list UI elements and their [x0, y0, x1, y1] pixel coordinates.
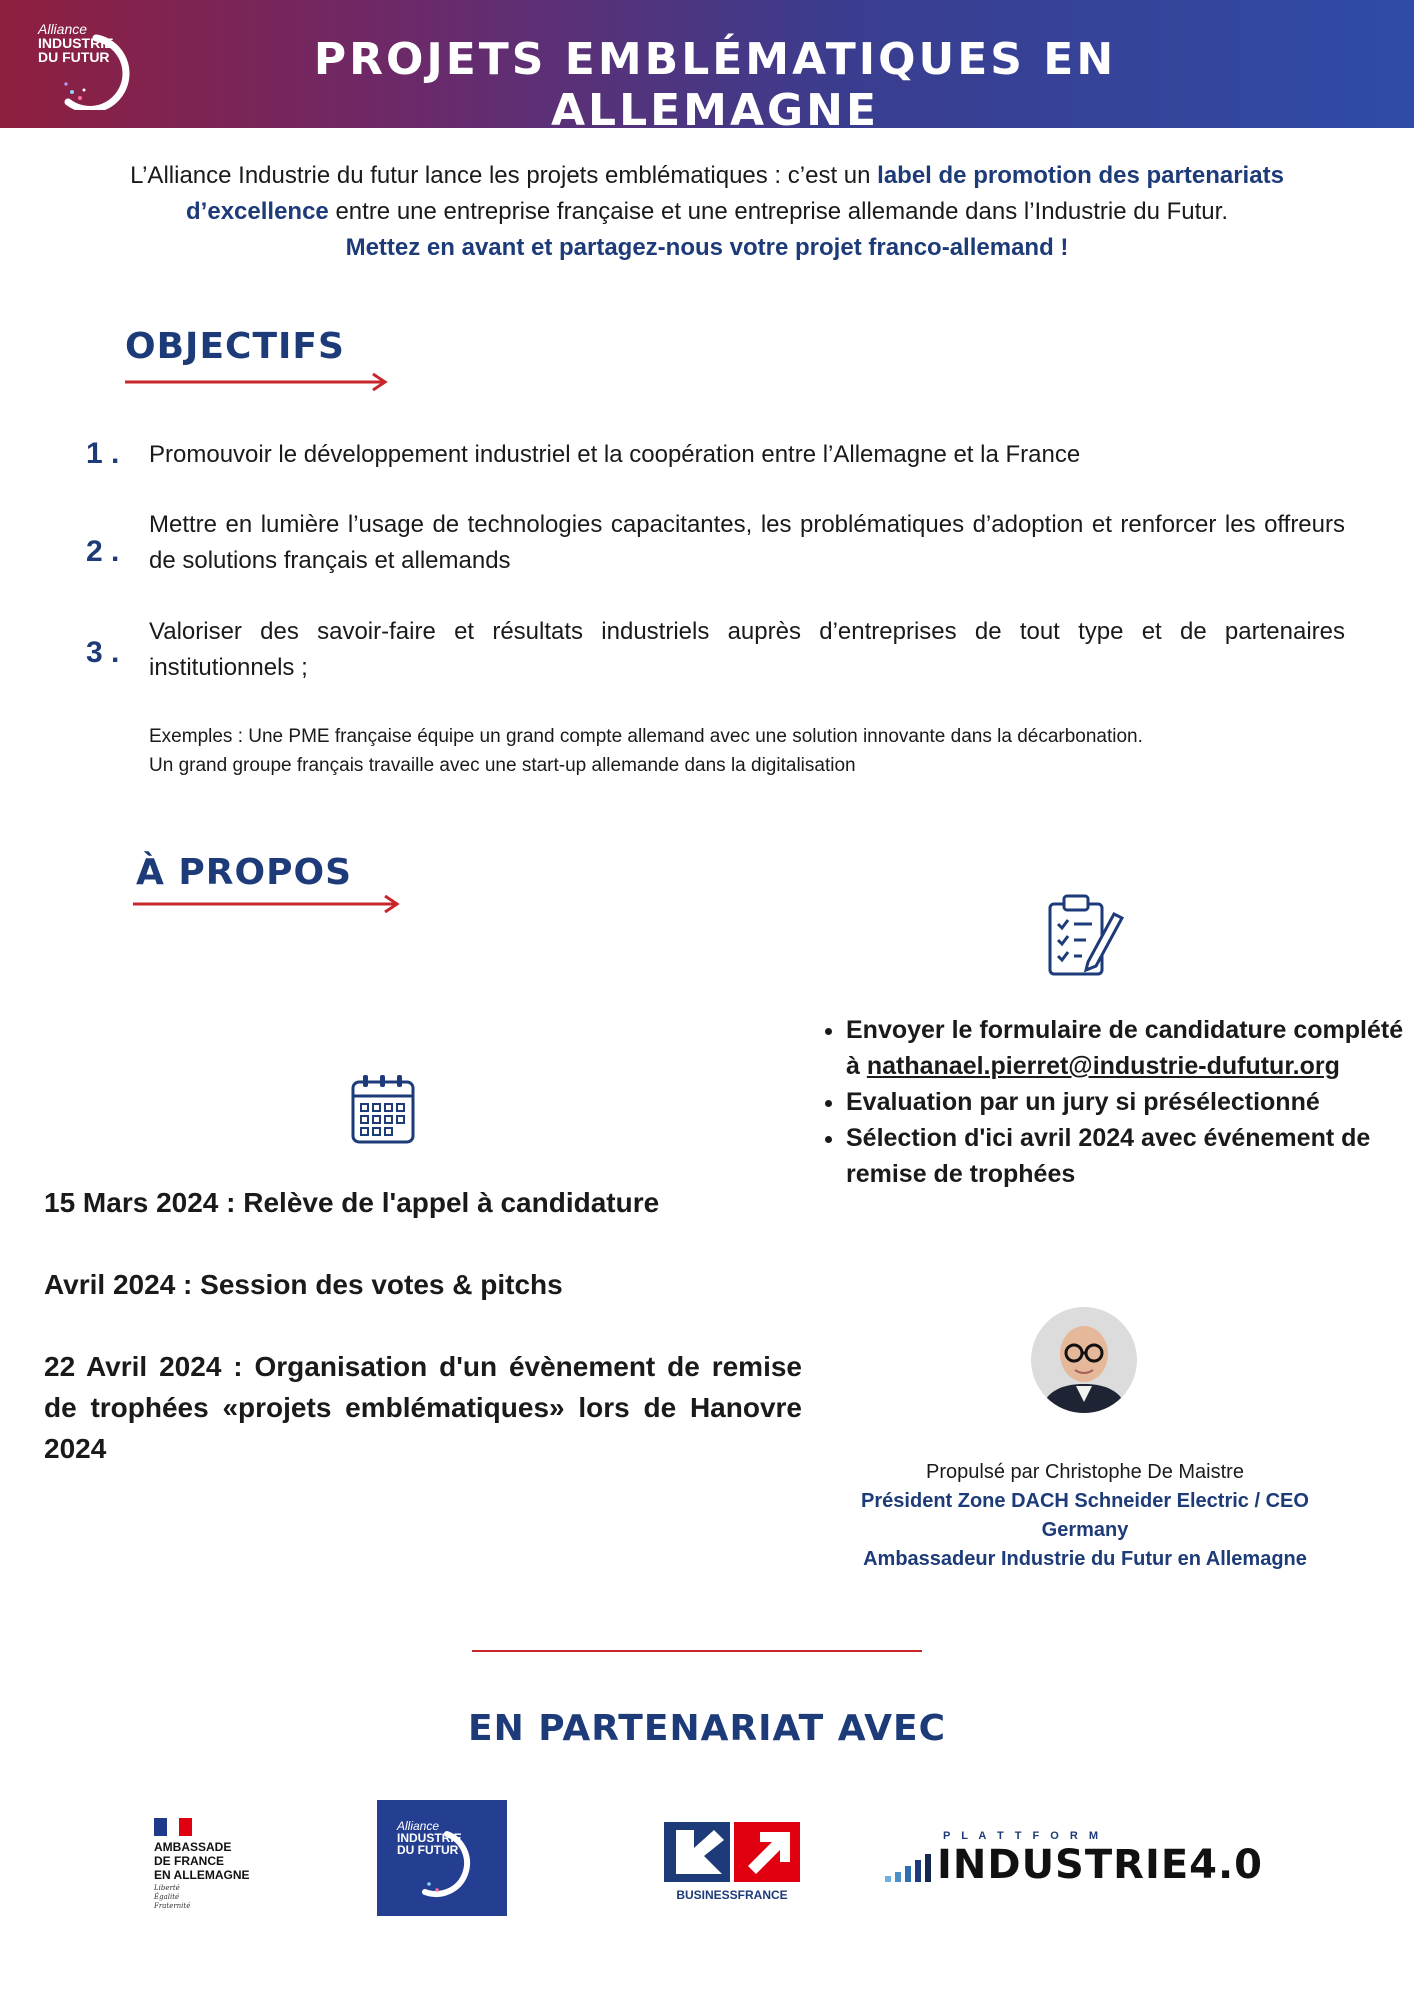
calendar-icon [349, 1072, 419, 1148]
page-title: PROJETS EMBLÉMATIQUES EN ALLEMAGNE [313, 34, 1117, 136]
ambassade-line-1: AMBASSADE [154, 1840, 232, 1854]
application-steps [814, 1012, 1414, 1192]
apropos-arrow-icon [133, 892, 408, 916]
objective-number-1: 1 . [86, 437, 120, 470]
business-france-text: BUSINESSFRANCE [676, 1888, 788, 1902]
section-divider [472, 1650, 922, 1652]
sponsor-role-1: Président Zone DACH Schneider Electric / CEO Germany [861, 1490, 1309, 1541]
objectifs-arrow-icon [125, 370, 395, 394]
objective-text-1: Promouvoir le développement industriel et la coopération entre l’Allemagne et la France [149, 441, 1081, 468]
ambassade-line-2: DE FRANCE [154, 1854, 225, 1868]
clipboard-checklist-icon [1044, 892, 1126, 978]
business-france-logo [664, 1822, 800, 1906]
bars-icon [885, 1848, 937, 1882]
intro-highlight: label de promotion des partenariats d’excellence [186, 162, 1284, 225]
timeline-item-1: 15 Mars 2024 : Relève de l'appel à candidature [44, 1187, 660, 1218]
devise-2: Égalité [154, 1893, 180, 1901]
partner-logo-line1: Alliance [397, 1819, 440, 1833]
logo-line1: Alliance [38, 21, 88, 37]
devise-1: Liberté [154, 1884, 180, 1892]
objective-text-2: Mettre en lumière l’usage de technologies capacitantes, les problématiques d’adoption et renforcer les offreurs de solutions français et allemands [149, 511, 1345, 574]
timeline-item-2: Avril 2024 : Session des votes & pitchs [44, 1269, 563, 1300]
examples-text [149, 722, 1349, 780]
alliance-logo [38, 18, 138, 110]
timeline-item-3: 22 Avril 2024 : Organisation d'un évènement de remise de trophées «projets emblématiques» lors de Hanovre 2024 [44, 1351, 802, 1464]
french-flag-icon [154, 1818, 192, 1836]
logo-line2: INDUSTRIE [38, 35, 114, 51]
intro-paragraph [110, 158, 1304, 266]
logo-line3: DU FUTUR [38, 49, 110, 65]
plattform-industrie40-logo [885, 1830, 1275, 1890]
portrait-photo [1030, 1306, 1138, 1414]
devise-3: Fraternité [154, 1902, 191, 1910]
alliance-partner-ring-icon [377, 1800, 507, 1916]
intro-cta: Mettez en avant et partagez-nous votre projet franco-allemand ! [345, 234, 1069, 261]
example-line-2: Un grand groupe français travaille avec une start-up allemande dans la digitalisation [149, 755, 856, 776]
intro-text-1: L’Alliance Industrie du futur lance les projets emblématiques : c’est un [130, 162, 878, 189]
example-line-1: Exemples : Une PME française équipe un grand compte allemand avec une solution innovante dans la décarbonation. [149, 726, 1143, 747]
step-1-text: Envoyer le formulaire de candidature complété à [846, 1016, 1404, 1080]
partner-logo-line3: DU FUTUR [397, 1843, 459, 1857]
objectifs-title: OBJECTIFS [125, 326, 345, 367]
ambassade-logo [154, 1818, 294, 1908]
apropos-title: À PROPOS [136, 852, 353, 893]
sponsor-block [840, 1458, 1330, 1574]
ambassade-line-3: EN ALLEMAGNE [154, 1868, 250, 1882]
step-item-3: • Sélection d'ici avril 2024 avec événement de remise de trophées [846, 1120, 1414, 1192]
plattform-small-text: P L A T T F O R M [943, 1830, 1103, 1842]
partners-title: EN PARTENARIAT AVEC [468, 1708, 946, 1749]
business-france-mark-icon [664, 1822, 800, 1884]
plattform-big-text: INDUSTRIE4.0 [937, 1842, 1264, 1888]
alliance-partner-logo [377, 1800, 507, 1916]
step-item-1 [846, 1012, 1414, 1084]
step-item-2: • Evaluation par un jury si présélectionné [846, 1084, 1414, 1120]
objective-number-2: 2 . [86, 535, 120, 568]
objective-text-3: Valoriser des savoir-faire et résultats industriels auprès d’entreprises de tout type et de partenaires institutionnels ; [149, 618, 1345, 681]
email-link[interactable]: nathanael.pierret@industrie-dufutur.org [866, 1052, 1340, 1080]
partner-logo-line2: INDUSTRIE [397, 1831, 462, 1845]
objective-number-3: 3 . [86, 636, 120, 669]
sponsor-role-2: Ambassadeur Industrie du Futur en Allemagne [863, 1548, 1307, 1570]
intro-text-2: entre une entreprise française et une entreprise allemande dans l’Industrie du Futur. [328, 198, 1228, 225]
sponsor-name: Propulsé par Christophe De Maistre [926, 1461, 1244, 1483]
